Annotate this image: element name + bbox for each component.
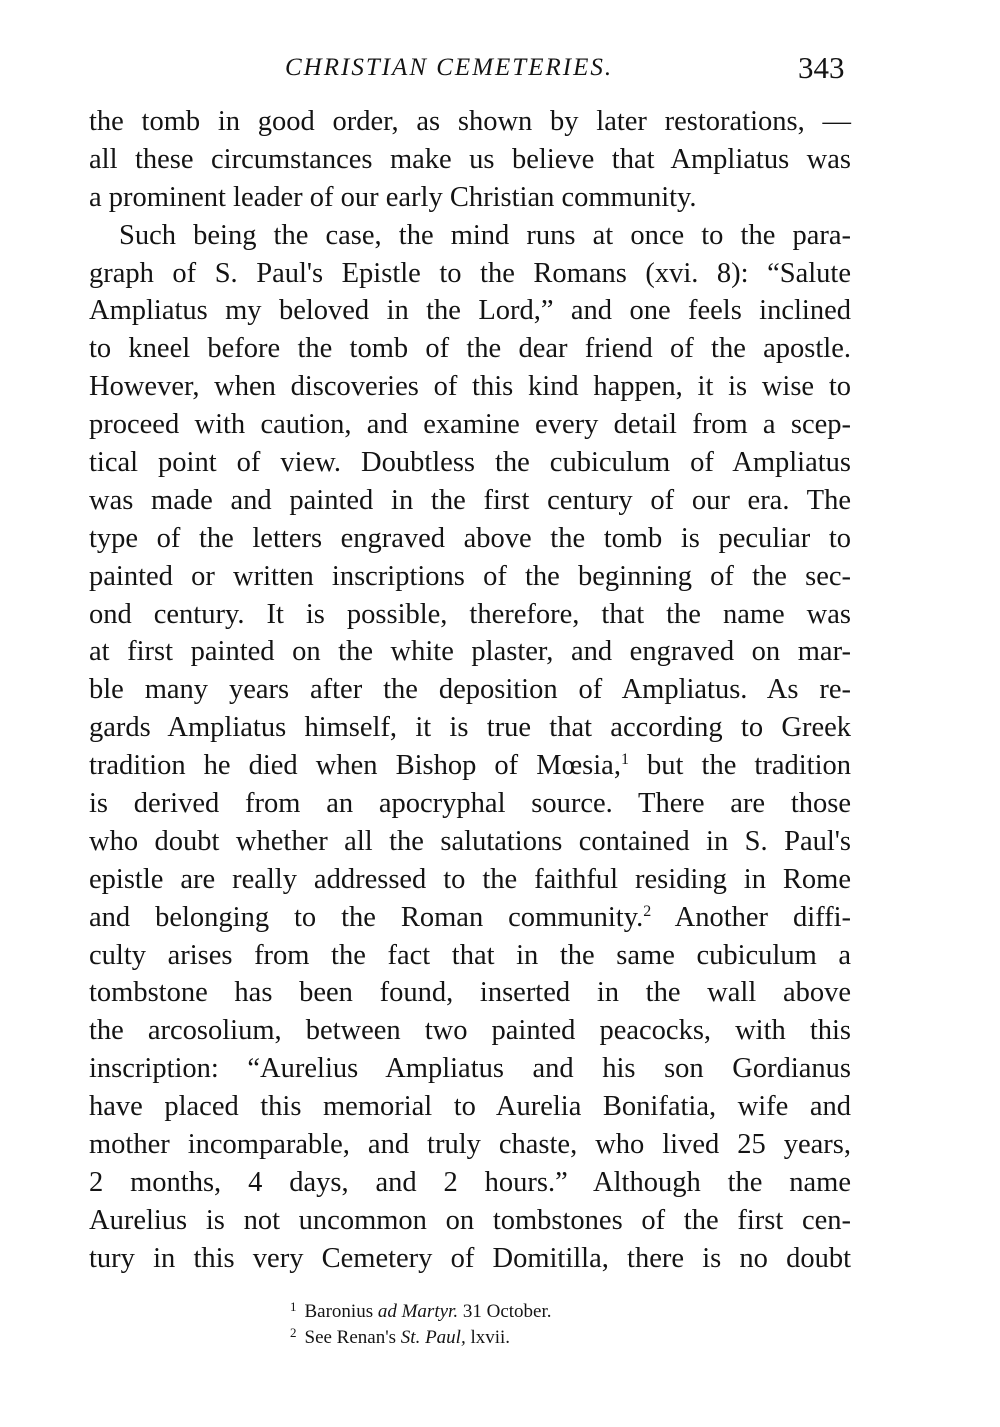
text-line: ble many years after the deposition of Ampliatus. As re-	[89, 674, 851, 706]
footnote-text: 31 October.	[458, 1301, 552, 1322]
text-segment: but the tradition	[628, 750, 851, 782]
footnote-ref-1[interactable]: 1	[620, 751, 629, 769]
footnotes	[290, 1294, 850, 1346]
text-line: Aurelius is not uncommon on tombstones of the first cen-	[89, 1204, 851, 1236]
footnote-italic: St. Paul,	[400, 1327, 466, 1348]
text-line: tombstone has been found, inserted in the wall above	[89, 977, 851, 1009]
footnote-1	[290, 1294, 850, 1320]
text-segment: tradition he died when Bishop of Mœsia,	[89, 750, 621, 782]
running-title: CHRISTIAN CEMETERIES.	[285, 54, 614, 81]
footnote-mark: 1	[290, 1299, 297, 1314]
text-line: However, when discoveries of this kind happen, it is wise to	[89, 371, 851, 403]
text-line	[89, 899, 851, 937]
text-line: at first painted on the white plaster, and engraved on mar-	[89, 636, 851, 668]
text-line: Ampliatus my beloved in the Lord,” and one feels inclined	[89, 295, 851, 327]
text-line: all these circumstances make us believe that Ampliatus was	[89, 143, 851, 175]
footnote-mark: 2	[290, 1325, 297, 1340]
running-head	[0, 50, 1000, 90]
text-line: painted or written inscriptions of the beginning of the sec-	[89, 560, 851, 592]
text-line: is derived from an apocryphal source. There are those	[89, 788, 851, 820]
text-line: graph of S. Paul's Epistle to the Romans (xvi. 8): “Salute	[89, 257, 851, 289]
text-line: ond century. It is possible, therefore, that the name was	[89, 598, 851, 630]
footnote-text: Baronius	[304, 1301, 378, 1322]
text-segment: Another diffi-	[651, 901, 851, 933]
text-line: inscription: “Aurelius Ampliatus and his son Gordianus	[89, 1053, 851, 1085]
text-line: type of the letters engraved above the tomb is peculiar to	[89, 522, 851, 554]
text-line: epistle are really addressed to the faithful residing in Rome	[89, 863, 851, 895]
text-line: the arcosolium, between two painted peacocks, with this	[89, 1015, 851, 1047]
footnote-2	[290, 1320, 850, 1346]
text-line: was made and painted in the first century of our era. The	[89, 484, 851, 516]
text-line: a prominent leader of our early Christian community.	[89, 181, 697, 213]
footnote-ref-2[interactable]: 2	[643, 902, 652, 920]
text-line: tury in this very Cemetery of Domitilla, there is no doubt	[89, 1242, 851, 1274]
text-line: mother incomparable, and truly chaste, who lived 25 years,	[89, 1129, 851, 1161]
text-line: who doubt whether all the salutations contained in S. Paul's	[89, 825, 851, 857]
text-line: to kneel before the tomb of the dear friend of the apostle.	[89, 333, 851, 365]
footnote-italic: ad Martyr.	[377, 1301, 459, 1322]
text-line: proceed with caution, and examine every detail from a scep-	[89, 409, 851, 441]
text-line: the tomb in good order, as shown by later restorations, —	[89, 106, 851, 137]
text-line: have placed this memorial to Aurelia Bonifatia, wife and	[89, 1091, 851, 1123]
footnote-text: See Renan's	[304, 1327, 401, 1348]
text-line: tical point of view. Doubtless the cubiculum of Ampliatus	[89, 447, 851, 479]
text-line: gards Ampliatus himself, it is true that according to Greek	[89, 712, 851, 744]
page-number: 343	[798, 50, 845, 85]
text-line: 2 months, 4 days, and 2 hours.” Although the name	[89, 1166, 851, 1198]
text-line: culty arises from the fact that in the same cubiculum a	[89, 939, 851, 971]
body-text	[89, 103, 851, 1278]
text-segment: and belonging to the Roman community.	[89, 901, 644, 933]
text-line	[89, 747, 851, 785]
footnote-text: lxvii.	[465, 1327, 511, 1348]
text-line: Such being the case, the mind runs at once to the para-	[119, 219, 851, 251]
